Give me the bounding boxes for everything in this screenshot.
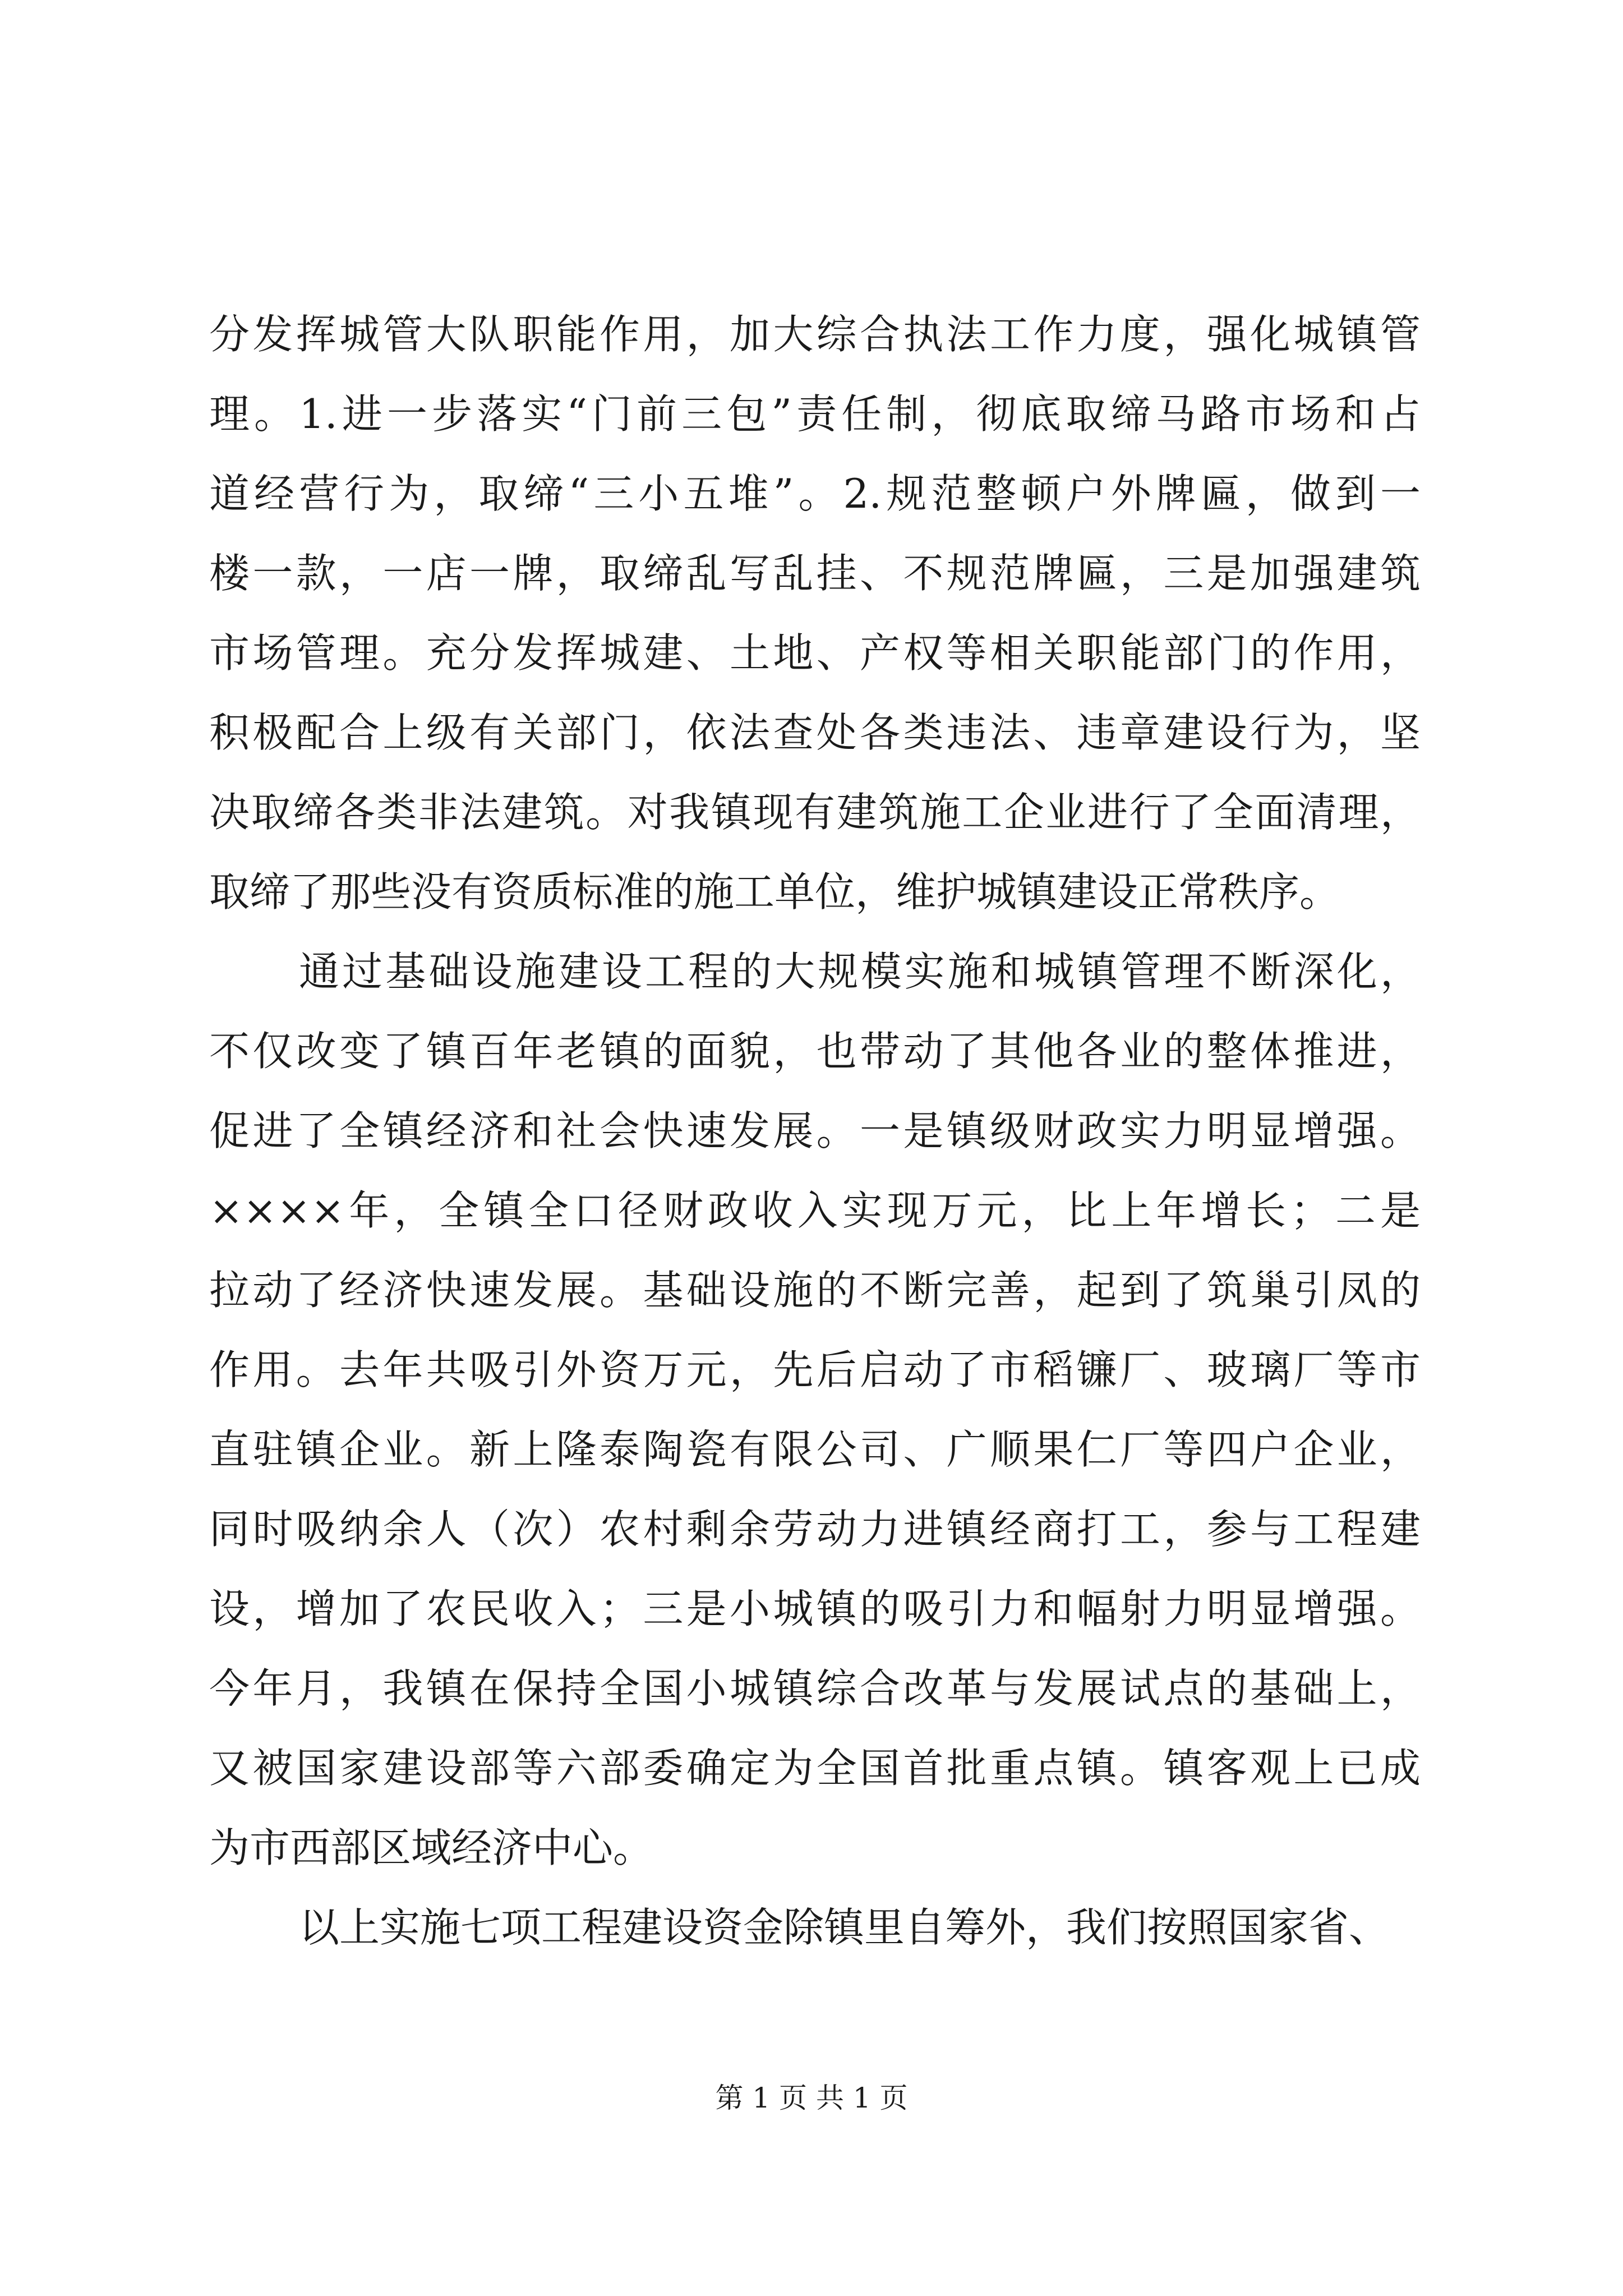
text-line: 又被国家建设部等六部委确定为全国首批重点镇。镇客观上已成 [209, 1745, 1421, 1792]
text-line: 道经营行为，取缔“三小五堆”。2.规范整顿户外牌匾，做到一 [209, 470, 1421, 517]
text-line: 作用。去年共吸引外资万元，先后启动了市稻镰厂、玻璃厂等市 [209, 1346, 1421, 1393]
text-line: 为市西部区域经济中心。 [209, 1824, 654, 1871]
text-line: 楼一款，一店一牌，取缔乱写乱挂、不规范牌匾，三是加强建筑 [209, 550, 1421, 597]
paragraph [209, 1888, 1421, 1967]
text-line: 今年月，我镇在保持全国小城镇综合改革与发展试点的基础上， [209, 1665, 1421, 1712]
text-line: 促进了全镇经济和社会快速发展。一是镇级财政实力明显增强。 [209, 1107, 1421, 1154]
text-line: 市场管理。充分发挥城建、土地、产权等相关职能部门的作用， [209, 629, 1421, 677]
text-line: 直驻镇企业。新上隆泰陶瓷有限公司、广顺果仁厂等四户企业， [209, 1426, 1421, 1473]
text-line: 分发挥城管大队职能作用，加大综合执法工作力度，强化城镇管 [209, 311, 1421, 358]
text-line: 同时吸纳余人（次）农村剩余劳动力进镇经商打工，参与工程建 [209, 1506, 1421, 1553]
text-line: 通过基础设施建设工程的大规模实施和城镇管理不断深化， [299, 948, 1421, 995]
text-line: ××××年，全镇全口径财政收入实现万元，比上年增长；二是 [209, 1187, 1421, 1234]
paragraph [209, 932, 1421, 1888]
text-line: 不仅改变了镇百年老镇的面貌，也带动了其他各业的整体推进， [209, 1028, 1421, 1075]
text-line: 设，增加了农民收入；三是小城镇的吸引力和幅射力明显增强。 [209, 1585, 1421, 1632]
text-line: 取缔了那些没有资质标准的施工单位，维护城镇建设正常秩序。 [209, 868, 1340, 915]
text-line: 积极配合上级有关部门，依法查处各类违法、违章建设行为，坚 [209, 709, 1421, 756]
paragraph [209, 295, 1421, 932]
document-body [209, 295, 1421, 1967]
text-line: 拉动了经济快速发展。基础设施的不断完善，起到了筑巢引凤的 [209, 1267, 1421, 1314]
text-line: 决取缔各类非法建筑。对我镇现有建筑施工企业进行了全面清理， [209, 789, 1421, 836]
text-line: 理。1.进一步落实“门前三包”责任制，彻底取缔马路市场和占 [209, 390, 1421, 438]
text-line: 以上实施七项工程建设资金除镇里自筹外，我们按照国家省、 [299, 1904, 1390, 1951]
page-number-footer: 第 1 页 共 1 页 [715, 2082, 908, 2114]
